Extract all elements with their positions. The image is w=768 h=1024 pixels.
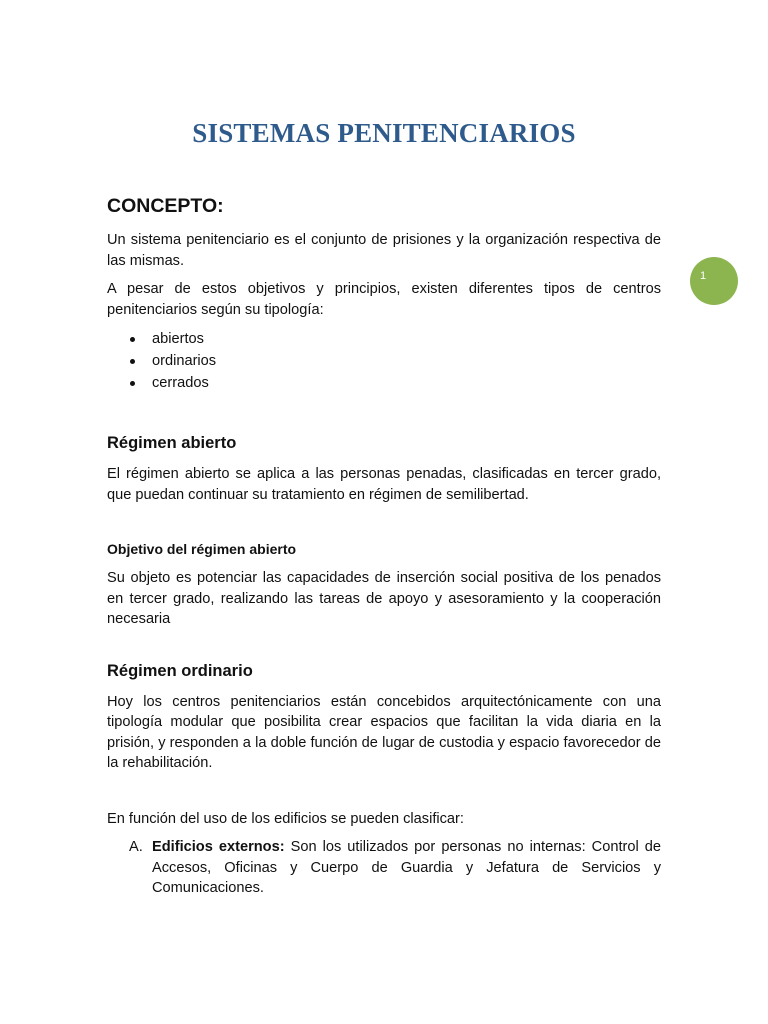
list-item-term: Edificios externos: xyxy=(152,839,285,855)
bullet-icon xyxy=(130,337,135,342)
concept-heading: CONCEPTO: xyxy=(107,195,224,217)
regimen-ordinario-heading: Régimen ordinario xyxy=(107,661,253,680)
classification-intro: En función del uso de los edificios se pueden clasificar: xyxy=(107,810,464,827)
regimen-abierto-paragraph: El régimen abierto se aplica a las personas penadas, clasificadas en tercer grado, que puedan continuar su tratamiento en régimen de semilibertad. xyxy=(107,466,661,503)
list-marker: A. xyxy=(129,839,143,855)
concept-paragraph-2: A pesar de estos objetivos y principios, existen diferentes tipos de centros penitenciarios según su tipología: xyxy=(107,281,661,318)
prison-types-list xyxy=(107,328,661,394)
list-item-text: cerrados xyxy=(152,375,209,391)
list-item-description: Son los utilizados por personas no internas: Control de Accesos, Oficinas y Cuerpo de Guardia y Jefatura de Servicios y Comunicaciones. xyxy=(152,839,661,896)
document-body xyxy=(107,192,661,899)
regimen-abierto-heading: Régimen abierto xyxy=(107,434,237,452)
regimen-ordinario-paragraph: Hoy los centros penitenciarios están concebidos arquitectónicamente con una tipología modular que posibilita crear espacios que facilitan la vida diaria en la prisión, y responden a la doble función de lugar de custodia y espacio favorecedor de la rehabilitación. xyxy=(107,693,661,771)
concept-paragraph-1: Un sistema penitenciario es el conjunto de prisiones y la organización respectiva de las mismas. xyxy=(107,232,661,269)
page-title: SISTEMAS PENITENCIARIOS xyxy=(192,118,576,148)
list-item xyxy=(107,328,661,350)
list-item-text: abiertos xyxy=(152,331,204,347)
bullet-icon xyxy=(130,359,135,364)
list-item xyxy=(107,837,661,899)
objective-heading: Objetivo del régimen abierto xyxy=(107,541,297,557)
buildings-list xyxy=(107,837,661,899)
list-item xyxy=(107,372,661,394)
list-item-text: ordinarios xyxy=(152,353,217,369)
objective-paragraph: Su objeto es potenciar las capacidades de inserción social positiva de los penados en tercer grado, realizando las tareas de apoyo y asesoramiento y la cooperación necesaria xyxy=(107,570,661,627)
list-item xyxy=(107,350,661,372)
page-number: 1 xyxy=(700,270,707,282)
bullet-icon xyxy=(130,381,135,386)
page-number-badge xyxy=(690,257,738,305)
